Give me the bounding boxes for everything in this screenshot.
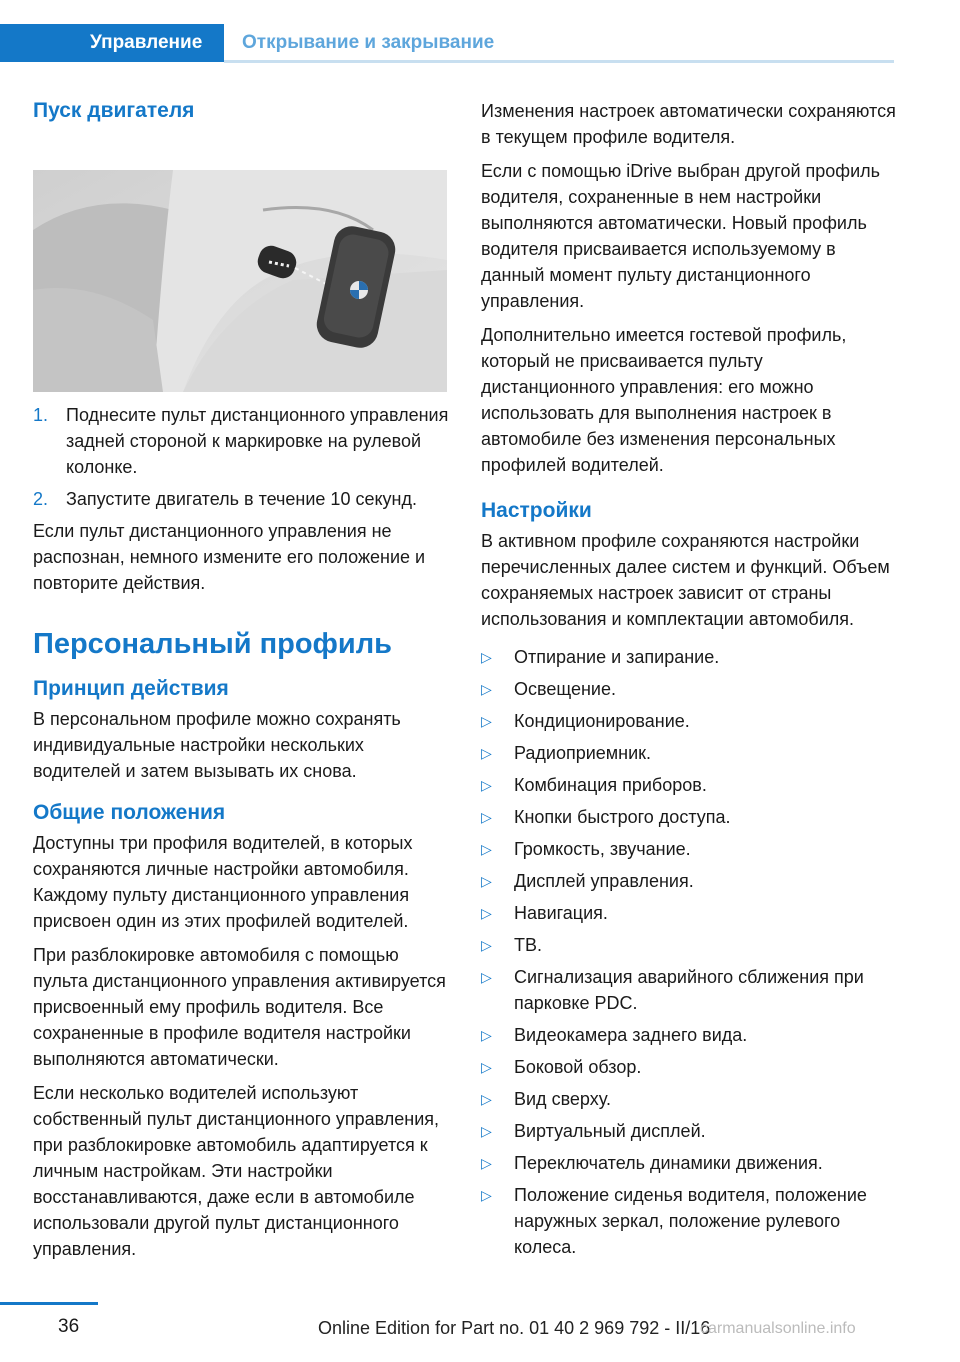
triangle-bullet-icon: ▷ <box>481 969 492 985</box>
header-divider <box>224 60 894 63</box>
step-text: Поднесите пульт дистанционного управления задней стороной к маркировке на рулевой колонке. <box>66 405 449 477</box>
step-item <box>33 486 453 512</box>
principle-heading: Принцип действия <box>33 677 229 700</box>
triangle-bullet-icon: ▷ <box>481 841 492 857</box>
settings-list-item <box>481 868 901 894</box>
triangle-bullet-icon: ▷ <box>481 873 492 889</box>
settings-list-item <box>481 1054 901 1080</box>
settings-list-text: Видеокамера заднего вида. <box>514 1025 748 1045</box>
settings-list-item <box>481 1086 901 1112</box>
right-column <box>481 98 901 1266</box>
start-steps <box>33 402 453 512</box>
settings-text: В активном профиле сохраняются настройки перечисленных далее систем и функций. Объем сохраняемых настроек зависит от страны использования и комплектации автомобиля. <box>481 531 890 629</box>
step-number: 1. <box>33 405 49 425</box>
settings-list-item <box>481 804 901 830</box>
settings-list-text: Громкость, звучание. <box>514 839 691 859</box>
settings-list-text: Кнопки быстрого доступа. <box>514 807 731 827</box>
settings-list-text: Освещение. <box>514 679 616 699</box>
general-paragraph-2: При разблокировке автомобиля с помощью пульта дистанционного управления активируется присвоенный ему профиль водителя. Все сохраненные в профиле водителя настройки выполняются автоматически. <box>33 945 446 1069</box>
left-column <box>33 98 453 1270</box>
steering-column-image <box>33 170 447 392</box>
tab-controls[interactable]: Управление <box>0 24 224 62</box>
settings-list-item <box>481 708 901 734</box>
settings-list-text: Виртуальный дисплей. <box>514 1121 706 1141</box>
settings-list-text: ТВ. <box>514 935 543 955</box>
triangle-bullet-icon: ▷ <box>481 905 492 921</box>
settings-list-item <box>481 1022 901 1048</box>
settings-list-text: Переключатель динамики движения. <box>514 1153 823 1173</box>
general-paragraph-3: Если несколько водителей используют собственный пульт дистанционного управления, при разблокировке автомобиль адаптируется к личным настройкам. Эти настройки восстанавливаются, даже если в автомобиле использовали другой пульт дистанционного управления. <box>33 1083 440 1259</box>
key-fob-illustration <box>33 170 447 392</box>
auto-save-text: Изменения настроек автоматически сохраняются в текущем профиле водителя. <box>481 101 896 147</box>
settings-heading: Настройки <box>481 499 592 522</box>
settings-list-text: Комбинация приборов. <box>514 775 707 795</box>
triangle-bullet-icon: ▷ <box>481 1027 492 1043</box>
settings-list-item <box>481 964 901 1016</box>
settings-list-text: Кондиционирование. <box>514 711 690 731</box>
settings-list-item <box>481 932 901 958</box>
idrive-profile-text: Если с помощью iDrive выбран другой профиль водителя, сохраненные в нем настройки выполняются автоматически. Новый профиль водителя присваивается используемому в данный момент пульту дистанционного управления. <box>481 161 881 311</box>
settings-list-text: Положение сиденья водителя, положение наружных зеркал, положение рулевого колеса. <box>514 1185 867 1257</box>
triangle-bullet-icon: ▷ <box>481 1123 492 1139</box>
triangle-bullet-icon: ▷ <box>481 1091 492 1107</box>
settings-list-item <box>481 740 901 766</box>
page-header <box>0 0 960 66</box>
settings-list-item <box>481 900 901 926</box>
settings-list-item <box>481 772 901 798</box>
personal-profile-heading: Персональный профиль <box>33 628 392 660</box>
step-number: 2. <box>33 489 49 509</box>
general-paragraph-1: Доступны три профиля водителей, в которых сохраняются личные настройки автомобиля. Каждому пульту дистанционного управления присвоен один из этих профилей водителей. <box>33 833 413 931</box>
edition-text: Online Edition for Part no. 01 40 2 969 792 - II/16 <box>318 1318 711 1338</box>
triangle-bullet-icon: ▷ <box>481 1155 492 1171</box>
tab-opening-closing[interactable]: Открывание и закрывание <box>242 32 495 53</box>
settings-list-text: Отпирание и запирание. <box>514 647 720 667</box>
settings-list-text: Вид сверху. <box>514 1089 611 1109</box>
triangle-bullet-icon: ▷ <box>481 681 492 697</box>
guest-profile-text: Дополнительно имеется гостевой профиль, который не присваивается пульту дистанционного управления: его можно использовать для выполнения настроек в автомобиле без изменения персональных профилей водителей. <box>481 325 847 475</box>
principle-text: В персональном профиле можно сохранять индивидуальные настройки нескольких водителей и затем вызывать их снова. <box>33 709 401 781</box>
triangle-bullet-icon: ▷ <box>481 809 492 825</box>
general-heading: Общие положения <box>33 801 226 824</box>
settings-list-text: Боковой обзор. <box>514 1057 642 1077</box>
step-text: Запустите двигатель в течение 10 секунд. <box>66 489 417 509</box>
triangle-bullet-icon: ▷ <box>481 649 492 665</box>
start-note: Если пульт дистанционного управления не распознан, немного измените его положение и повторите действия. <box>33 521 426 593</box>
triangle-bullet-icon: ▷ <box>481 1059 492 1075</box>
triangle-bullet-icon: ▷ <box>481 777 492 793</box>
settings-list-text: Радиоприемник. <box>514 743 652 763</box>
settings-list-item <box>481 676 901 702</box>
step-item <box>33 402 453 480</box>
settings-list-item <box>481 1182 901 1260</box>
triangle-bullet-icon: ▷ <box>481 937 492 953</box>
settings-list-text: Сигнализация аварийного сближения при парковке PDC. <box>514 967 864 1013</box>
watermark: carmanualsonline.info <box>700 1320 856 1337</box>
settings-list-text: Навигация. <box>514 903 608 923</box>
triangle-bullet-icon: ▷ <box>481 745 492 761</box>
triangle-bullet-icon: ▷ <box>481 1187 492 1203</box>
page-number: 36 <box>58 1316 80 1337</box>
settings-list-text: Дисплей управления. <box>514 871 694 891</box>
engine-start-heading: Пуск двигателя <box>33 99 195 122</box>
footer-divider <box>0 1302 98 1305</box>
triangle-bullet-icon: ▷ <box>481 713 492 729</box>
settings-list-item <box>481 1150 901 1176</box>
settings-list-item <box>481 1118 901 1144</box>
settings-list-item <box>481 644 901 670</box>
settings-list-item <box>481 836 901 862</box>
settings-list <box>481 644 901 1260</box>
